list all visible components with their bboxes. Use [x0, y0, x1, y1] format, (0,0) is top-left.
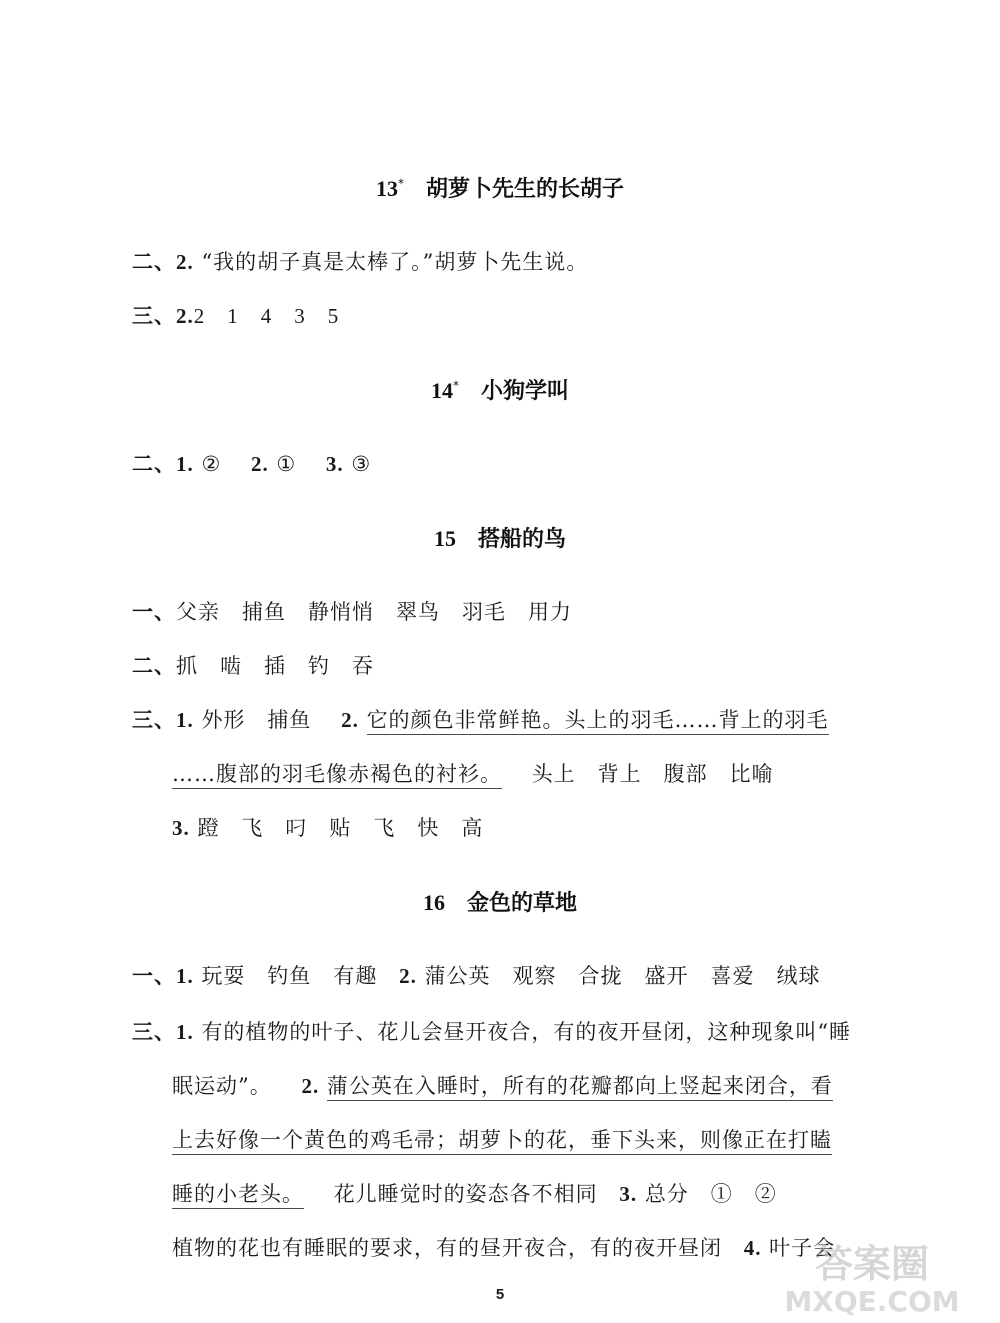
optional-lesson-mark: *: [452, 378, 459, 393]
section-number: 13: [375, 176, 398, 201]
question-label: 一、: [132, 600, 176, 624]
answer-line: [172, 1178, 777, 1208]
answer-text: 外形 捕鱼: [201, 708, 312, 732]
answer-text: 玩耍 钓鱼 有趣: [201, 964, 378, 988]
answer-text: “我的胡子真是太棒了。”胡萝卜先生说。: [201, 250, 589, 274]
question-number: 2.: [399, 964, 417, 988]
section-title: 小狗学叫: [480, 379, 569, 404]
question-label: 二、1.: [132, 452, 194, 476]
answer-text: 抓 啮 插 钓 吞: [176, 654, 374, 678]
question-label: 三、1.: [132, 708, 194, 732]
answer-text: 花儿睡觉时的姿态各不相同: [333, 1182, 598, 1206]
underlined-answer: 上去好像一个黄色的鸡毛帚；胡萝卜的花，垂下头来，则像正在打瞌: [172, 1128, 832, 1155]
answer-text: ①: [276, 452, 297, 476]
question-number: 2.: [341, 708, 359, 732]
question-label: 三、1.: [132, 1020, 194, 1044]
answer-text: 蒲公英 观察 合拢 盛开 喜爱 绒球: [424, 964, 821, 988]
section-number: 16: [422, 890, 445, 915]
answer-line: [172, 812, 483, 842]
section-number: 14: [430, 378, 453, 403]
answer-line: [132, 448, 371, 478]
answer-text: 父亲 捕鱼 静悄悄 翠鸟 羽毛 用力: [176, 600, 572, 624]
answer-line: [132, 246, 588, 276]
answer-line: [172, 1124, 832, 1154]
question-number: 3.: [619, 1182, 638, 1206]
question-label: 一、1.: [132, 964, 194, 988]
answer-text: 有的植物的叶子、花儿会昼开夜合，有的夜开昼闭，这种现象叫“睡: [201, 1020, 852, 1044]
answer-text: ②: [201, 452, 222, 476]
underlined-answer: 蒲公英在入睡时，所有的花瓣都向上竖起来闭合，看: [327, 1074, 833, 1101]
answer-text: 2 1 4 3 5: [193, 304, 340, 328]
section-title: 搭船的鸟: [477, 527, 566, 552]
question-number: 3.: [172, 816, 190, 840]
underlined-answer: 睡的小老头。: [172, 1182, 304, 1209]
answer-line: [132, 596, 572, 626]
section-14-heading: [0, 374, 1000, 405]
answer-line: [132, 1016, 851, 1046]
answer-text: 蹬 飞 叼 贴 飞 快 高: [197, 816, 484, 840]
page-number: 5: [495, 1286, 505, 1303]
section-15-heading: [0, 522, 1000, 553]
answer-text: 叶子会: [769, 1236, 836, 1260]
question-label: 二、2.: [132, 250, 194, 274]
section-number: 15: [433, 526, 456, 551]
answer-line: [172, 758, 774, 788]
question-number: 4.: [743, 1236, 762, 1260]
question-number: 2.: [301, 1074, 320, 1098]
optional-lesson-mark: *: [397, 176, 404, 191]
answer-text: 头上 背上 腹部 比喻: [531, 762, 774, 786]
section-title: 胡萝卜先生的长胡子: [425, 177, 624, 202]
answer-text: 眠运动”。: [172, 1074, 272, 1098]
answer-line: [172, 1070, 833, 1100]
answer-line: [132, 960, 821, 990]
section-16-heading: [0, 886, 1000, 917]
question-number: 3.: [325, 452, 344, 476]
watermark-text: 答案圈: [814, 1242, 930, 1286]
answer-line: [132, 704, 829, 734]
underlined-answer: ……腹部的羽毛像赤褐色的衬衫。: [172, 762, 502, 789]
question-label: 三、2.: [132, 304, 194, 328]
question-number: 2.: [250, 452, 269, 476]
answer-line: [172, 1232, 835, 1262]
question-label: 二、: [132, 654, 176, 678]
answer-text: ③: [351, 452, 372, 476]
section-13-heading: [0, 172, 1000, 203]
answer-text: 植物的花也有睡眠的要求，有的昼开夜合，有的夜开昼闭: [172, 1236, 722, 1260]
answer-text: 总分 ① ②: [644, 1182, 777, 1206]
underlined-answer: 它的颜色非常鲜艳。头上的羽毛……背上的羽毛: [367, 708, 829, 735]
section-title: 金色的草地: [466, 891, 577, 916]
answer-line: [132, 650, 374, 680]
answer-line: [132, 300, 339, 330]
watermark-url: MXQE.COM: [784, 1285, 960, 1318]
